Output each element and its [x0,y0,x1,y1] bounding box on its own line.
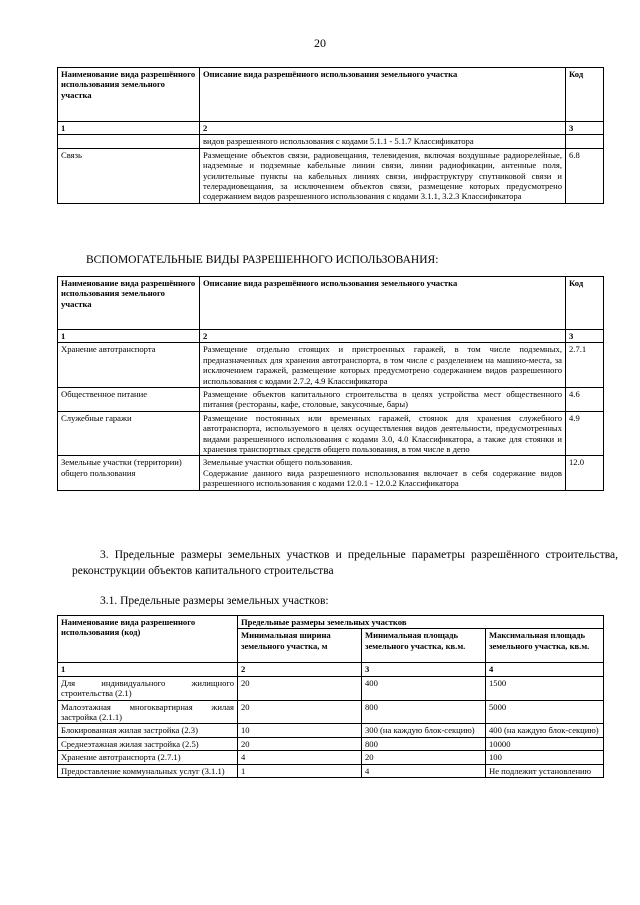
use-name: Блокированная жилая застройка (2.3) [58,724,238,737]
min-width-value: 20 [238,676,362,700]
max-area-value: Не подлежит установлению [486,764,604,777]
index-cell: 2 [200,330,566,343]
use-name: Служебные гаражи [58,411,200,456]
col-header-name: Наименование вида разрешённого использования земельного участка [58,277,200,330]
table-row [58,676,604,700]
col-header-name: Наименование вида разрешённого использования земельного участка [58,68,200,122]
col-header-description: Описание вида разрешённого использования земельного участка [200,68,566,122]
use-code: 12.0 [566,456,604,490]
col-header-code: Код [566,277,604,330]
min-width-value: 4 [238,751,362,764]
max-area-value: 100 [486,751,604,764]
table-row [58,388,604,412]
index-cell: 4 [486,663,604,676]
land-sizes-table [57,615,604,778]
use-description: Размещение отдельно стоящих и пристроенных гаражей, в том числе подземных, предназначенных для хранения автотранспорта, в том числе с разделением на машино-места, за исключением гаражей, размещение которых предусмотрено содержанием видов разрешенного использования с кодами 2.7.2, 4.9 Классификатора [200,343,566,388]
max-area-value: 10000 [486,737,604,750]
use-name: Хранение автотранспорта (2.7.1) [58,751,238,764]
table-row [58,343,604,388]
table-row [58,135,604,148]
use-code: 2.7.1 [566,343,604,388]
max-area-value: 400 (на каждую блок-секцию) [486,724,604,737]
index-cell: 1 [58,122,200,135]
use-description: Размещение объектов связи, радиовещания, телевидения, включая воздушные радиорелейные, надземные и подземные кабельные линии связи, линии радиофикации, антенные поля, усилительные пункты на кабельных линиях связи, инфраструктуру спутниковой связи и телерадиовещания, за исключением объектов связи, размещение которых предусмотрено содержанием видов разрешенного использования с кодами 3.1.1, 3.2.3 Классификатора [200,148,566,203]
min-area-value: 4 [362,764,486,777]
use-name: Среднеэтажная жилая застройка (2.5) [58,737,238,750]
index-cell: 3 [362,663,486,676]
main-uses-table [57,67,604,204]
auxiliary-uses-table [57,276,604,491]
section-heading: ВСПОМОГАТЕЛЬНЫЕ ВИДЫ РАЗРЕШЕННОГО ИСПОЛЬЗОВАНИЯ: [86,254,439,266]
table-row [58,751,604,764]
table-row [58,700,604,724]
index-cell: 1 [58,663,238,676]
min-width-value: 10 [238,724,362,737]
min-area-value: 400 [362,676,486,700]
table-row [58,411,604,456]
index-cell: 2 [238,663,362,676]
min-area-value: 300 (на каждую блок-секцию) [362,724,486,737]
table-row [58,737,604,750]
table-row [58,456,604,490]
col-header-min-area: Минимальная площадь земельного участка, кв.м. [362,629,486,663]
use-code: 4.6 [566,388,604,412]
col-header-group: Предельные размеры земельных участков [238,616,604,629]
use-name: Земельные участки (территории) общего пользования [58,456,200,490]
max-area-value: 5000 [486,700,604,724]
col-header-min-width: Минимальная ширина земельного участка, м [238,629,362,663]
paragraph-sizes: 3.1. Предельные размеры земельных участков: [100,595,329,607]
use-name: Для индивидуального жилищного строительства (2.1) [58,676,238,700]
description-line: Земельные участки общего пользования. [203,457,353,468]
use-name: Общественное питание [58,388,200,412]
table-row [58,724,604,737]
use-name: Малоэтажная многоквартирная жилая застройка (2.1.1) [58,700,238,724]
use-name: Предоставление коммунальных услуг (3.1.1) [58,764,238,777]
col-header-description: Описание вида разрешённого использования земельного участка [200,277,566,330]
use-description: Размещение постоянных или временных гаражей, стоянок для хранения служебного автотранспорта, используемого в целях осуществления видов деятельности, предусмотренных видами разрешенного использования с кодами 3.0, 4.0 Классификатора, а также для стоянки и хранения транспортных средств общего пользования, в том числе в депо [200,411,566,456]
table-row [58,764,604,777]
use-code: 4.9 [566,411,604,456]
use-name: Хранение автотранспорта [58,343,200,388]
page-number: 20 [314,36,326,50]
max-area-value: 1500 [486,676,604,700]
min-area-value: 800 [362,700,486,724]
table-row [58,148,604,203]
min-width-value: 20 [238,700,362,724]
use-code: 6.8 [566,148,604,203]
index-cell: 1 [58,330,200,343]
use-description: Размещение объектов капитального строительства в целях устройства мест общественного питания (рестораны, кафе, столовые, закусочные, бары) [200,388,566,412]
min-width-value: 1 [238,764,362,777]
index-cell: 3 [566,330,604,343]
use-description [200,456,566,490]
description-line: Содержание данного вида разрешенного использования включает в себя содержание видов разрешенного использования с кодами 12.0.1 - 12.0.2 Классификатора [203,467,562,489]
index-cell: 3 [566,122,604,135]
paragraph-limits: 3. Предельные размеры земельных участков и предельные параметры разрешённого строительства, реконструкции объектов капитального строительства [72,549,618,577]
col-header-max-area: Максимальная площадь земельного участка, кв.м. [486,629,604,663]
min-width-value: 20 [238,737,362,750]
continuation-text: видов разрешенного использования с кодами 5.1.1 - 5.1.7 Классификатора [200,135,566,148]
use-name: Связь [58,148,200,203]
min-area-value: 20 [362,751,486,764]
index-cell: 2 [200,122,566,135]
min-area-value: 800 [362,737,486,750]
col-header-code: Код [566,68,604,122]
col-header-name: Наименование вида разрешенного использования (код) [58,616,238,663]
